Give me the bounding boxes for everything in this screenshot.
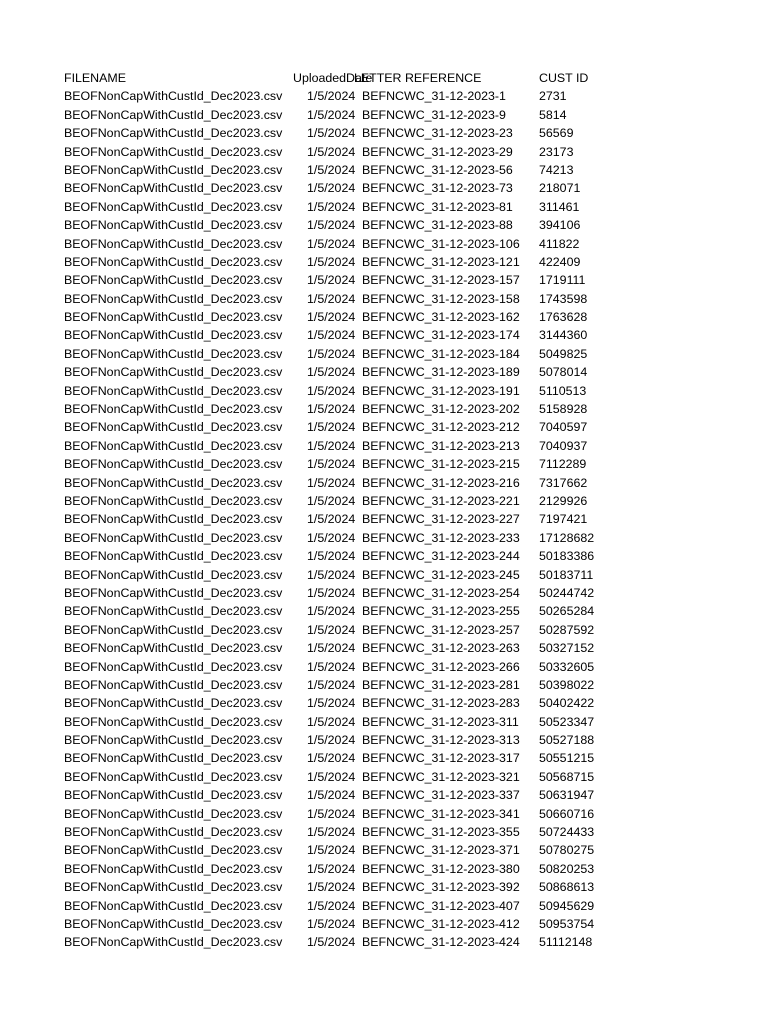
cell-letter-reference: BEFNCWC_31-12-2023-202 [362,402,520,417]
cell-cust-id: 17128682 [539,530,595,545]
cell-cust-id: 74213 [539,162,574,177]
cell-filename: BEOFNonCapWithCustId_Dec2023.csv [64,880,283,895]
table-row [0,124,768,142]
header-filename: FILENAME [64,71,126,85]
cell-filename: BEOFNonCapWithCustId_Dec2023.csv [64,769,283,784]
cell-cust-id: 50527188 [539,733,595,748]
cell-letter-reference: BEFNCWC_31-12-2023-337 [362,788,520,803]
table-row [0,106,768,124]
cell-filename: BEOFNonCapWithCustId_Dec2023.csv [64,328,283,343]
cell-cust-id: 50327152 [539,641,595,656]
table-row [0,676,768,694]
cell-cust-id: 5110513 [539,383,587,398]
table-row [0,713,768,731]
cell-uploaded-date: 1/5/2024 [307,254,356,269]
cell-filename: BEOFNonCapWithCustId_Dec2023.csv [64,696,283,711]
cell-filename: BEOFNonCapWithCustId_Dec2023.csv [64,751,283,766]
cell-filename: BEOFNonCapWithCustId_Dec2023.csv [64,236,283,251]
table-row [0,915,768,933]
cell-uploaded-date: 1/5/2024 [307,162,356,177]
table-row [0,510,768,528]
cell-letter-reference: BEFNCWC_31-12-2023-213 [362,438,520,453]
cell-letter-reference: BEFNCWC_31-12-2023-212 [362,420,520,435]
cell-cust-id: 50244742 [539,585,595,600]
cell-uploaded-date: 1/5/2024 [307,843,356,858]
cell-uploaded-date: 1/5/2024 [307,880,356,895]
cell-cust-id: 50945629 [539,898,595,913]
cell-cust-id: 1743598 [539,291,588,306]
cell-filename: BEOFNonCapWithCustId_Dec2023.csv [64,622,283,637]
cell-letter-reference: BEFNCWC_31-12-2023-221 [362,493,520,508]
cell-cust-id: 50523347 [539,714,595,729]
cell-cust-id: 1763628 [539,310,588,325]
cell-uploaded-date: 1/5/2024 [307,457,356,472]
cell-uploaded-date: 1/5/2024 [307,144,356,159]
cell-uploaded-date: 1/5/2024 [307,825,356,840]
cell-letter-reference: BEFNCWC_31-12-2023-9 [362,107,506,122]
cell-cust-id: 422409 [539,254,581,269]
cell-filename: BEOFNonCapWithCustId_Dec2023.csv [64,126,283,141]
table-row [0,639,768,657]
cell-filename: BEOFNonCapWithCustId_Dec2023.csv [64,733,283,748]
cell-cust-id: 56569 [539,126,574,141]
cell-letter-reference: BEFNCWC_31-12-2023-281 [362,677,520,692]
cell-uploaded-date: 1/5/2024 [307,218,356,233]
cell-letter-reference: BEFNCWC_31-12-2023-257 [362,622,520,637]
table-row [0,566,768,584]
header-row [0,69,768,87]
table-row [0,179,768,197]
cell-letter-reference: BEFNCWC_31-12-2023-56 [362,162,513,177]
cell-uploaded-date: 1/5/2024 [307,935,356,950]
cell-uploaded-date: 1/5/2024 [307,641,356,656]
cell-uploaded-date: 1/5/2024 [307,199,356,214]
cell-letter-reference: BEFNCWC_31-12-2023-254 [362,585,520,600]
table-row [0,878,768,896]
cell-uploaded-date: 1/5/2024 [307,181,356,196]
header-uploaded-date: UploadedDate [293,71,373,85]
table-row [0,87,768,105]
cell-uploaded-date: 1/5/2024 [307,622,356,637]
cell-cust-id: 50820253 [539,861,595,876]
cell-letter-reference: BEFNCWC_31-12-2023-263 [362,641,520,656]
cell-filename: BEOFNonCapWithCustId_Dec2023.csv [64,549,283,564]
cell-letter-reference: BEFNCWC_31-12-2023-157 [362,273,520,288]
cell-cust-id: 218071 [539,181,581,196]
cell-uploaded-date: 1/5/2024 [307,438,356,453]
cell-letter-reference: BEFNCWC_31-12-2023-313 [362,733,520,748]
table-row [0,602,768,620]
table-row [0,290,768,308]
table-row [0,658,768,676]
cell-uploaded-date: 1/5/2024 [307,549,356,564]
cell-letter-reference: BEFNCWC_31-12-2023-227 [362,512,520,527]
cell-cust-id: 50332605 [539,659,595,674]
cell-cust-id: 50660716 [539,806,595,821]
cell-uploaded-date: 1/5/2024 [307,126,356,141]
table-row [0,363,768,381]
cell-cust-id: 5814 [539,107,567,122]
cell-filename: BEOFNonCapWithCustId_Dec2023.csv [64,677,283,692]
cell-uploaded-date: 1/5/2024 [307,916,356,931]
cell-uploaded-date: 1/5/2024 [307,604,356,619]
cell-cust-id: 1719111 [539,273,586,288]
cell-cust-id: 7040937 [539,438,588,453]
table-row [0,382,768,400]
table-row [0,897,768,915]
header-letter-reference: LETTER REFERENCE [354,71,482,85]
table-row [0,731,768,749]
cell-cust-id: 7197421 [539,512,588,527]
cell-cust-id: 50551215 [539,751,595,766]
cell-filename: BEOFNonCapWithCustId_Dec2023.csv [64,567,283,582]
cell-uploaded-date: 1/5/2024 [307,714,356,729]
cell-letter-reference: BEFNCWC_31-12-2023-106 [362,236,520,251]
table-row [0,841,768,859]
cell-filename: BEOFNonCapWithCustId_Dec2023.csv [64,843,283,858]
cell-filename: BEOFNonCapWithCustId_Dec2023.csv [64,530,283,545]
cell-filename: BEOFNonCapWithCustId_Dec2023.csv [64,420,283,435]
cell-filename: BEOFNonCapWithCustId_Dec2023.csv [64,457,283,472]
cell-filename: BEOFNonCapWithCustId_Dec2023.csv [64,383,283,398]
cell-uploaded-date: 1/5/2024 [307,383,356,398]
cell-filename: BEOFNonCapWithCustId_Dec2023.csv [64,310,283,325]
cell-uploaded-date: 1/5/2024 [307,733,356,748]
cell-uploaded-date: 1/5/2024 [307,898,356,913]
cell-uploaded-date: 1/5/2024 [307,585,356,600]
table-row [0,768,768,786]
table-row [0,345,768,363]
cell-letter-reference: BEFNCWC_31-12-2023-321 [362,769,520,784]
cell-filename: BEOFNonCapWithCustId_Dec2023.csv [64,181,283,196]
cell-filename: BEOFNonCapWithCustId_Dec2023.csv [64,825,283,840]
cell-letter-reference: BEFNCWC_31-12-2023-189 [362,365,520,380]
cell-cust-id: 411822 [539,236,580,251]
cell-filename: BEOFNonCapWithCustId_Dec2023.csv [64,346,283,361]
cell-uploaded-date: 1/5/2024 [307,751,356,766]
table-row [0,584,768,602]
cell-cust-id: 50631947 [539,788,595,803]
table-row [0,694,768,712]
cell-letter-reference: BEFNCWC_31-12-2023-216 [362,475,520,490]
cell-filename: BEOFNonCapWithCustId_Dec2023.csv [64,162,283,177]
cell-cust-id: 50287592 [539,622,595,637]
cell-cust-id: 7112289 [539,457,587,472]
cell-uploaded-date: 1/5/2024 [307,310,356,325]
table-row [0,860,768,878]
cell-uploaded-date: 1/5/2024 [307,788,356,803]
table-row [0,235,768,253]
table-row [0,529,768,547]
cell-letter-reference: BEFNCWC_31-12-2023-283 [362,696,520,711]
cell-filename: BEOFNonCapWithCustId_Dec2023.csv [64,898,283,913]
cell-filename: BEOFNonCapWithCustId_Dec2023.csv [64,861,283,876]
table-row [0,823,768,841]
cell-letter-reference: BEFNCWC_31-12-2023-407 [362,898,520,913]
table-row [0,455,768,473]
cell-uploaded-date: 1/5/2024 [307,567,356,582]
cell-filename: BEOFNonCapWithCustId_Dec2023.csv [64,641,283,656]
table-row [0,216,768,234]
cell-letter-reference: BEFNCWC_31-12-2023-317 [362,751,520,766]
cell-letter-reference: BEFNCWC_31-12-2023-244 [362,549,520,564]
cell-uploaded-date: 1/5/2024 [307,89,356,104]
cell-letter-reference: BEFNCWC_31-12-2023-266 [362,659,520,674]
cell-cust-id: 7040597 [539,420,588,435]
table-body [0,87,768,951]
header-cust-id: CUST ID [539,71,589,85]
cell-cust-id: 23173 [539,144,574,159]
cell-filename: BEOFNonCapWithCustId_Dec2023.csv [64,402,283,417]
spreadsheet-table [0,69,768,952]
cell-letter-reference: BEFNCWC_31-12-2023-371 [362,843,520,858]
table-row [0,437,768,455]
table-row [0,161,768,179]
cell-cust-id: 5049825 [539,346,588,361]
cell-filename: BEOFNonCapWithCustId_Dec2023.csv [64,659,283,674]
cell-uploaded-date: 1/5/2024 [307,696,356,711]
cell-uploaded-date: 1/5/2024 [307,861,356,876]
cell-filename: BEOFNonCapWithCustId_Dec2023.csv [64,714,283,729]
cell-cust-id: 50568715 [539,769,595,784]
table-row [0,786,768,804]
table-row [0,749,768,767]
table-row [0,474,768,492]
cell-filename: BEOFNonCapWithCustId_Dec2023.csv [64,273,283,288]
cell-cust-id: 2129926 [539,493,588,508]
cell-cust-id: 5158928 [539,402,588,417]
table-row [0,400,768,418]
cell-uploaded-date: 1/5/2024 [307,346,356,361]
cell-filename: BEOFNonCapWithCustId_Dec2023.csv [64,512,283,527]
cell-filename: BEOFNonCapWithCustId_Dec2023.csv [64,493,283,508]
cell-letter-reference: BEFNCWC_31-12-2023-255 [362,604,520,619]
cell-cust-id: 50780275 [539,843,595,858]
cell-filename: BEOFNonCapWithCustId_Dec2023.csv [64,218,283,233]
table-row [0,418,768,436]
cell-cust-id: 2731 [539,89,567,104]
cell-uploaded-date: 1/5/2024 [307,493,356,508]
cell-filename: BEOFNonCapWithCustId_Dec2023.csv [64,254,283,269]
cell-filename: BEOFNonCapWithCustId_Dec2023.csv [64,107,283,122]
cell-letter-reference: BEFNCWC_31-12-2023-174 [362,328,520,343]
cell-letter-reference: BEFNCWC_31-12-2023-215 [362,457,520,472]
cell-letter-reference: BEFNCWC_31-12-2023-158 [362,291,520,306]
cell-uploaded-date: 1/5/2024 [307,107,356,122]
cell-filename: BEOFNonCapWithCustId_Dec2023.csv [64,291,283,306]
cell-filename: BEOFNonCapWithCustId_Dec2023.csv [64,788,283,803]
cell-cust-id: 50398022 [539,677,595,692]
cell-filename: BEOFNonCapWithCustId_Dec2023.csv [64,144,283,159]
cell-cust-id: 50402422 [539,696,595,711]
cell-uploaded-date: 1/5/2024 [307,291,356,306]
cell-uploaded-date: 1/5/2024 [307,530,356,545]
cell-filename: BEOFNonCapWithCustId_Dec2023.csv [64,935,283,950]
cell-letter-reference: BEFNCWC_31-12-2023-245 [362,567,520,582]
cell-cust-id: 7317662 [539,475,588,490]
cell-cust-id: 311461 [539,199,580,214]
table-row [0,805,768,823]
cell-uploaded-date: 1/5/2024 [307,236,356,251]
cell-cust-id: 3144360 [539,328,588,343]
cell-cust-id: 50183711 [539,567,594,582]
cell-filename: BEOFNonCapWithCustId_Dec2023.csv [64,806,283,821]
cell-letter-reference: BEFNCWC_31-12-2023-412 [362,916,520,931]
cell-filename: BEOFNonCapWithCustId_Dec2023.csv [64,585,283,600]
cell-cust-id: 50868613 [539,880,595,895]
cell-uploaded-date: 1/5/2024 [307,769,356,784]
cell-uploaded-date: 1/5/2024 [307,512,356,527]
cell-filename: BEOFNonCapWithCustId_Dec2023.csv [64,89,283,104]
cell-letter-reference: BEFNCWC_31-12-2023-233 [362,530,520,545]
cell-uploaded-date: 1/5/2024 [307,273,356,288]
cell-cust-id: 5078014 [539,365,588,380]
cell-letter-reference: BEFNCWC_31-12-2023-392 [362,880,520,895]
cell-filename: BEOFNonCapWithCustId_Dec2023.csv [64,199,283,214]
cell-letter-reference: BEFNCWC_31-12-2023-184 [362,346,520,361]
cell-letter-reference: BEFNCWC_31-12-2023-29 [362,144,513,159]
table-row [0,621,768,639]
cell-letter-reference: BEFNCWC_31-12-2023-191 [362,383,520,398]
cell-letter-reference: BEFNCWC_31-12-2023-121 [362,254,520,269]
table-row [0,271,768,289]
table-row [0,143,768,161]
cell-uploaded-date: 1/5/2024 [307,659,356,674]
cell-letter-reference: BEFNCWC_31-12-2023-81 [362,199,513,214]
cell-filename: BEOFNonCapWithCustId_Dec2023.csv [64,365,283,380]
cell-filename: BEOFNonCapWithCustId_Dec2023.csv [64,438,283,453]
cell-cust-id: 51112148 [539,935,593,950]
cell-filename: BEOFNonCapWithCustId_Dec2023.csv [64,475,283,490]
cell-letter-reference: BEFNCWC_31-12-2023-23 [362,126,513,141]
cell-uploaded-date: 1/5/2024 [307,806,356,821]
cell-letter-reference: BEFNCWC_31-12-2023-424 [362,935,520,950]
cell-uploaded-date: 1/5/2024 [307,365,356,380]
cell-cust-id: 50265284 [539,604,595,619]
cell-uploaded-date: 1/5/2024 [307,475,356,490]
table-row [0,492,768,510]
cell-cust-id: 394106 [539,218,581,233]
cell-cust-id: 50183386 [539,549,595,564]
table-row [0,933,768,951]
cell-uploaded-date: 1/5/2024 [307,677,356,692]
cell-uploaded-date: 1/5/2024 [307,420,356,435]
table-row [0,547,768,565]
cell-letter-reference: BEFNCWC_31-12-2023-73 [362,181,513,196]
cell-letter-reference: BEFNCWC_31-12-2023-311 [362,714,519,729]
cell-cust-id: 50953754 [539,916,595,931]
cell-uploaded-date: 1/5/2024 [307,402,356,417]
cell-letter-reference: BEFNCWC_31-12-2023-1 [362,89,506,104]
table-row [0,253,768,271]
table-row [0,326,768,344]
table-row [0,308,768,326]
cell-filename: BEOFNonCapWithCustId_Dec2023.csv [64,604,283,619]
cell-letter-reference: BEFNCWC_31-12-2023-341 [362,806,520,821]
cell-filename: BEOFNonCapWithCustId_Dec2023.csv [64,916,283,931]
cell-cust-id: 50724433 [539,825,595,840]
cell-letter-reference: BEFNCWC_31-12-2023-162 [362,310,520,325]
cell-letter-reference: BEFNCWC_31-12-2023-355 [362,825,520,840]
table-row [0,198,768,216]
cell-uploaded-date: 1/5/2024 [307,328,356,343]
cell-letter-reference: BEFNCWC_31-12-2023-88 [362,218,513,233]
cell-letter-reference: BEFNCWC_31-12-2023-380 [362,861,520,876]
